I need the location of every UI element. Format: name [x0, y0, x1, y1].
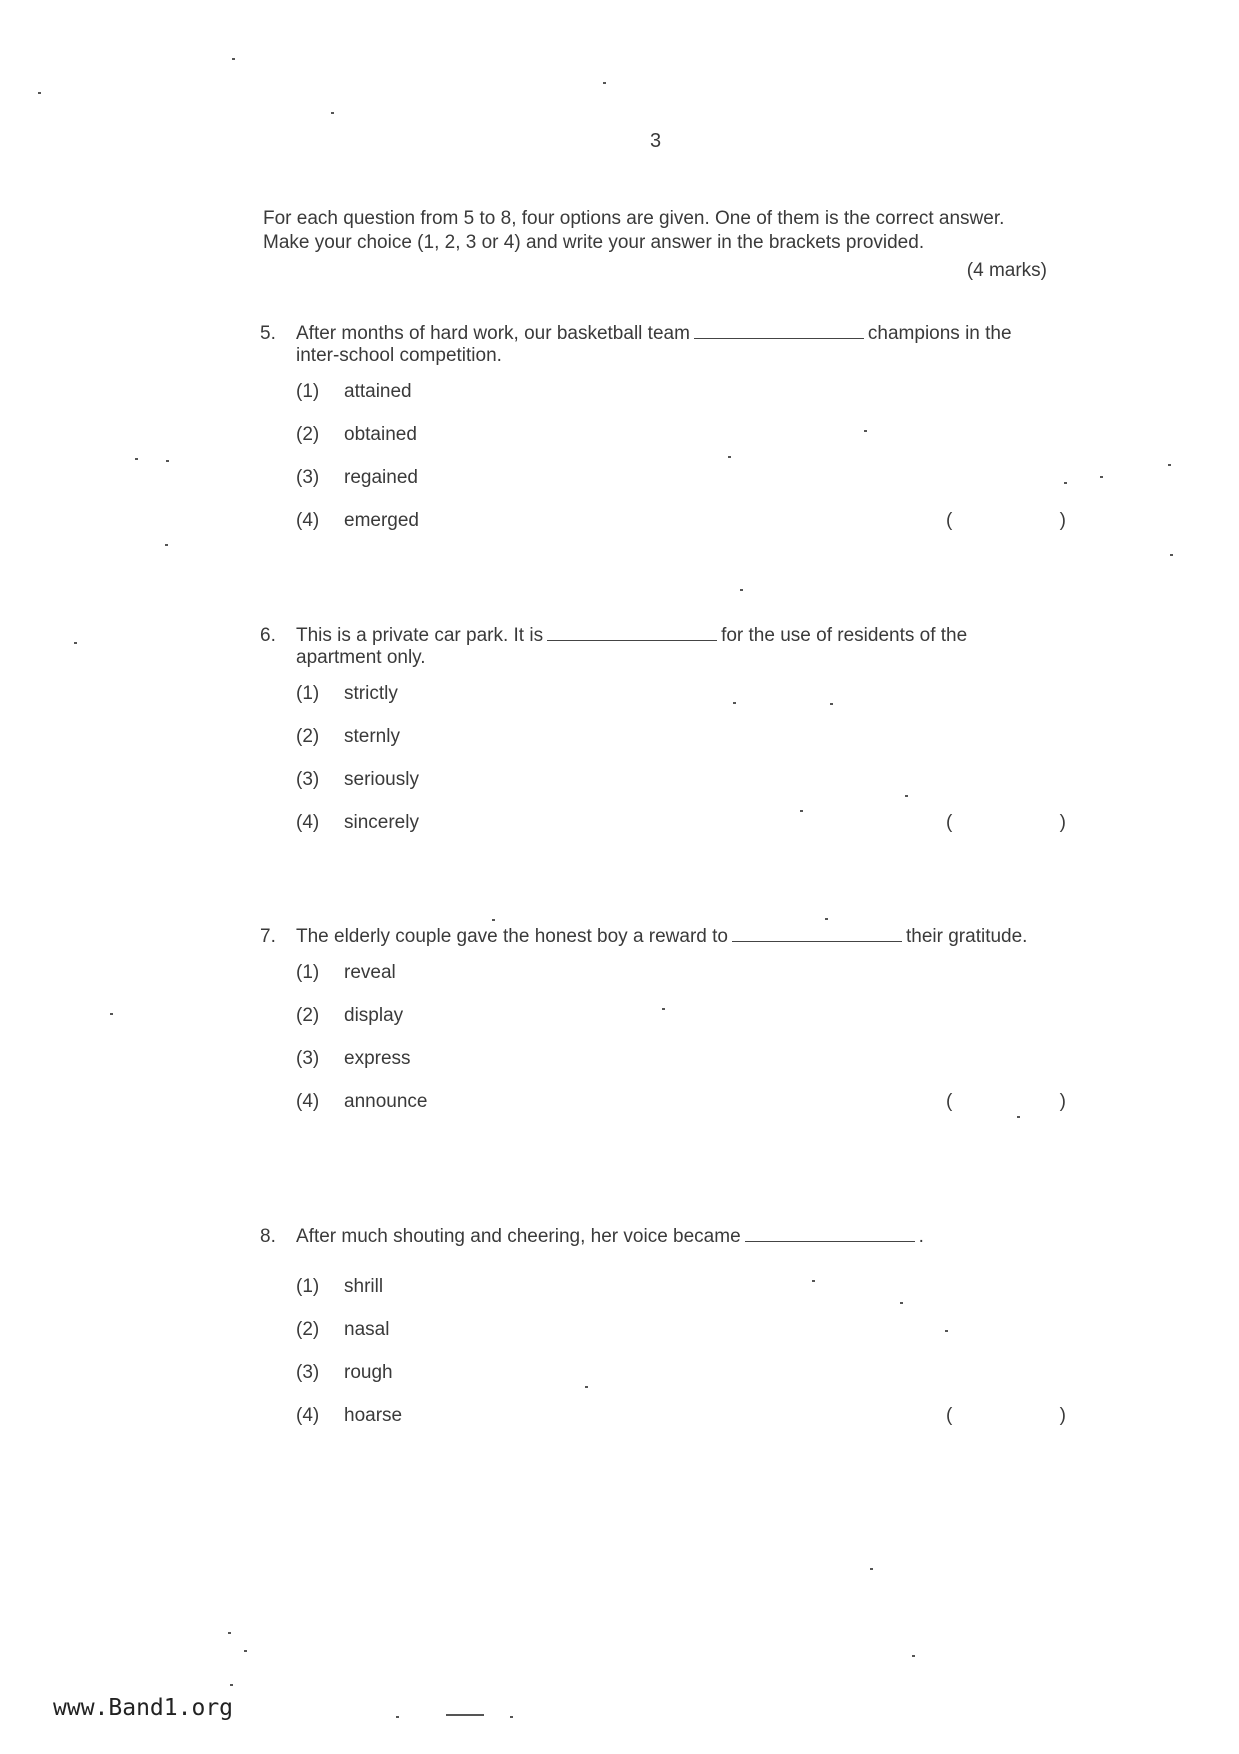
scan-speck: [492, 919, 495, 921]
scan-speck: [800, 810, 803, 812]
option: [296, 1276, 1058, 1319]
page-number: 3: [650, 130, 662, 152]
option-number: (1): [296, 962, 320, 983]
bracket-open: (: [946, 1091, 953, 1112]
scan-speck: [230, 1684, 233, 1686]
option-number: (4): [296, 1091, 320, 1112]
stem-after: champions in the inter-school competition.: [296, 323, 1012, 366]
scan-speck: [733, 702, 736, 704]
scan-speck: [864, 430, 867, 432]
options-list: [296, 1276, 1066, 1448]
option-number: (2): [296, 1319, 320, 1340]
question-number: 8.: [260, 1226, 276, 1247]
scan-speck: [585, 1386, 588, 1388]
option: [296, 962, 1058, 1005]
option: [296, 467, 1058, 510]
scan-speck: [1168, 464, 1171, 466]
option-text: regained: [344, 467, 418, 488]
option-text: attained: [344, 381, 412, 402]
option-text: express: [344, 1048, 411, 1069]
option-number: (1): [296, 1276, 320, 1297]
option-number: (3): [296, 467, 320, 488]
instructions: [263, 207, 1053, 281]
answer-blank: [694, 324, 864, 339]
option-number: (3): [296, 1048, 320, 1069]
option-text: reveal: [344, 962, 396, 983]
scan-speck: [446, 1714, 484, 1716]
bracket-close: ): [1059, 812, 1066, 833]
scan-speck: [825, 918, 828, 920]
option: [296, 1362, 1058, 1405]
option-number: (3): [296, 769, 320, 790]
question-5: [258, 323, 1066, 572]
option: [296, 1048, 1058, 1091]
instructions-text: For each question from 5 to 8, four options are given. One of them is the correct answer. Make your choice (1, 2, 3 or 4) and write your answer in the brackets provided.: [263, 208, 1005, 253]
stem-before: The elderly couple gave the honest boy a reward to: [296, 926, 728, 947]
scan-speck: [396, 1716, 399, 1718]
option-text: hoarse: [344, 1405, 403, 1426]
question-stem: [296, 323, 1056, 367]
scan-speck: [905, 795, 908, 797]
option-text: sincerely: [344, 812, 419, 833]
option-text: announce: [344, 1091, 428, 1112]
scan-speck: [830, 703, 833, 705]
scan-speck: [662, 1008, 665, 1010]
option-number: (4): [296, 812, 320, 833]
answer-bracket[interactable]: [946, 812, 1066, 834]
option: [296, 726, 1058, 769]
question-6: [258, 625, 1066, 874]
option-number: (1): [296, 683, 320, 704]
scan-speck: [166, 460, 169, 462]
bracket-close: ): [1059, 1405, 1066, 1426]
option-text: emerged: [344, 510, 419, 531]
option: [296, 381, 1058, 424]
scan-speck: [110, 1013, 113, 1015]
question-8: [258, 1226, 1066, 1467]
option-text: strictly: [344, 683, 398, 704]
answer-bracket[interactable]: [946, 1091, 1066, 1113]
option-number: (1): [296, 381, 320, 402]
footer-watermark: www.Band1.org: [53, 1695, 234, 1721]
option-number: (2): [296, 726, 320, 747]
options-list: [296, 962, 1066, 1134]
option-number: (2): [296, 424, 320, 445]
scan-speck: [165, 544, 168, 546]
scan-speck: [228, 1632, 231, 1634]
answer-blank: [745, 1227, 915, 1242]
scan-speck: [244, 1650, 247, 1652]
scan-speck: [1064, 482, 1067, 484]
question-7: [258, 926, 1066, 1153]
scan-speck: [1170, 554, 1173, 556]
bracket-open: (: [946, 1405, 953, 1426]
scan-speck: [232, 58, 235, 60]
scan-speck: [812, 1280, 815, 1282]
option: [296, 769, 1058, 812]
options-list: [296, 683, 1066, 855]
scan-speck: [38, 92, 41, 94]
option-text: shrill: [344, 1276, 384, 1297]
bracket-open: (: [946, 510, 953, 531]
answer-bracket[interactable]: [946, 1405, 1066, 1427]
scan-speck: [728, 456, 731, 458]
option: [296, 1005, 1058, 1048]
marks-label: (4 marks): [966, 260, 1047, 281]
bracket-close: ): [1059, 1091, 1066, 1112]
scan-speck: [740, 589, 743, 591]
scan-speck: [74, 642, 77, 644]
question-number: 6.: [260, 625, 276, 646]
option: [296, 812, 1066, 855]
option: [296, 510, 1066, 553]
stem-before: After months of hard work, our basketball team: [296, 323, 690, 344]
stem-before: This is a private car park. It is: [296, 625, 544, 646]
scan-speck: [603, 82, 606, 84]
scan-speck: [945, 1330, 948, 1332]
option-number: (3): [296, 1362, 320, 1383]
question-number: 7.: [260, 926, 276, 947]
question-number: 5.: [260, 323, 276, 344]
option-text: display: [344, 1005, 404, 1026]
question-stem: [296, 926, 1056, 948]
stem-after: for the use of residents of the apartment only.: [296, 625, 968, 668]
scan-speck: [1100, 476, 1103, 478]
scan-speck: [912, 1655, 915, 1657]
stem-before: After much shouting and cheering, her voice became: [296, 1226, 741, 1247]
option: [296, 683, 1058, 726]
scan-speck: [870, 1568, 873, 1570]
question-stem: [296, 1226, 1056, 1248]
stem-after: their gratitude.: [906, 926, 1028, 947]
option-number: (4): [296, 510, 320, 531]
scan-speck: [331, 112, 334, 114]
option: [296, 1405, 1066, 1448]
option-text: nasal: [344, 1319, 390, 1340]
option: [296, 1319, 1058, 1362]
scan-speck: [1017, 1116, 1020, 1118]
scan-speck: [510, 1716, 513, 1718]
option-text: obtained: [344, 424, 417, 445]
question-stem: [296, 625, 1056, 669]
option-number: (2): [296, 1005, 320, 1026]
option-text: rough: [344, 1362, 393, 1383]
answer-bracket[interactable]: [946, 510, 1066, 532]
option-text: sternly: [344, 726, 400, 747]
scan-speck: [135, 458, 138, 460]
option: [296, 424, 1058, 467]
bracket-open: (: [946, 812, 953, 833]
options-list: [296, 381, 1066, 553]
scan-speck: [900, 1302, 903, 1304]
option-text: seriously: [344, 769, 419, 790]
stem-after: .: [918, 1226, 924, 1247]
answer-blank: [547, 626, 717, 641]
option: [296, 1091, 1066, 1134]
answer-blank: [732, 927, 902, 942]
option-number: (4): [296, 1405, 320, 1426]
bracket-close: ): [1059, 510, 1066, 531]
